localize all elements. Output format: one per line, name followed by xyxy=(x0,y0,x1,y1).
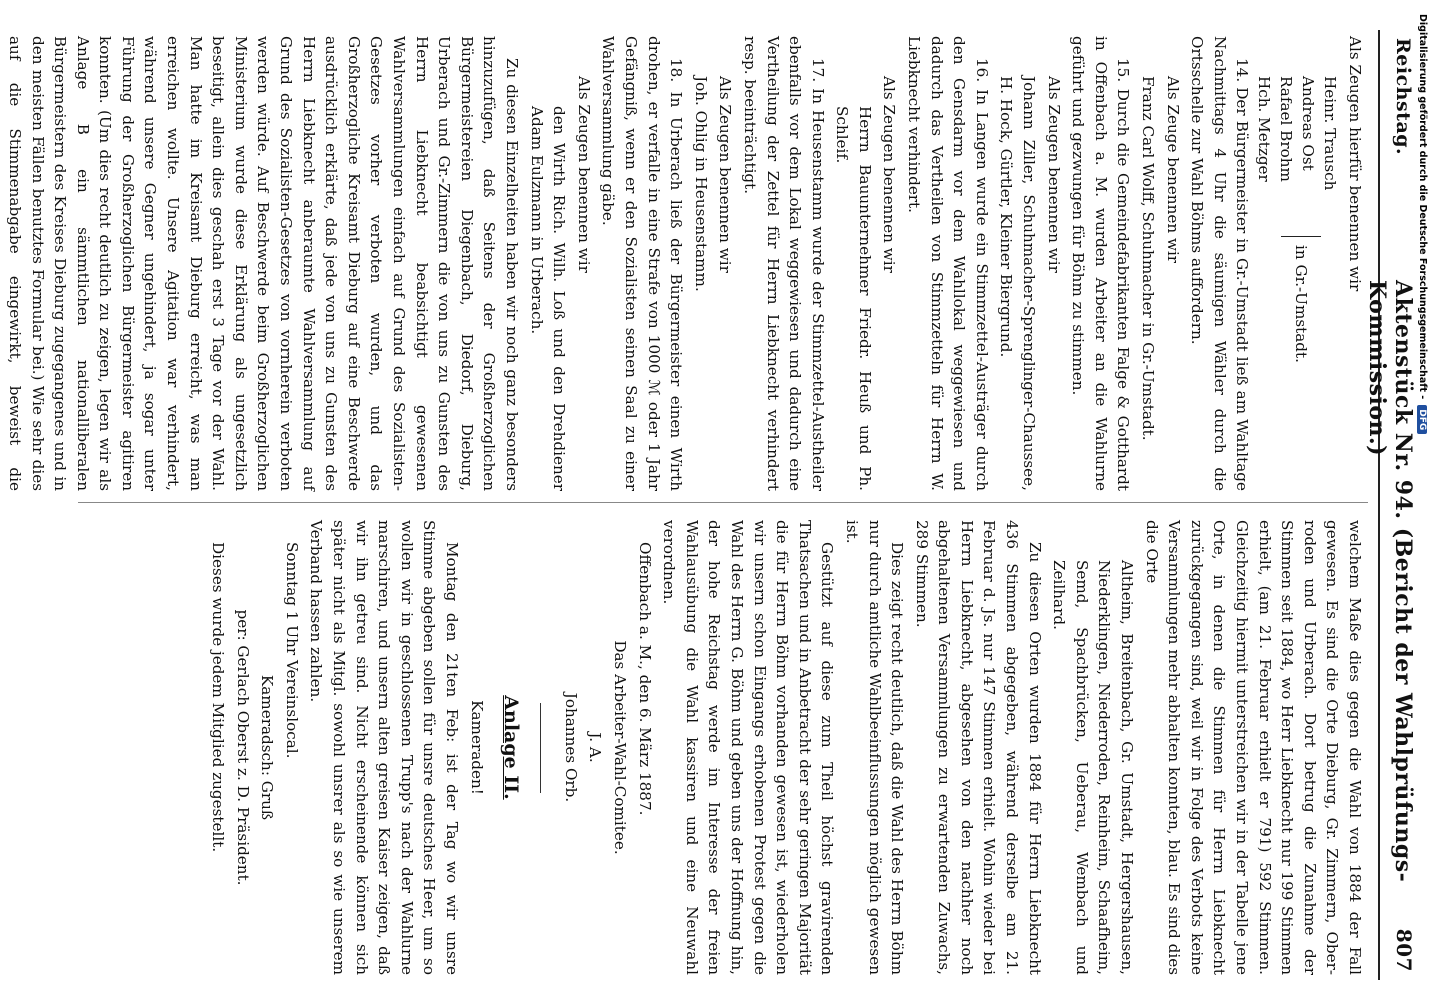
paragraph: 18. In Urberach ließ der Bürgermeister einen Wirth drohen, er verfalle in eine Strafe von 1000 ℳ oder 1 Jahr Gefängniß, wenn er den Sozialisten seinen Saal zu einer Wahlversammlung gäbe. xyxy=(599,36,686,491)
paragraph: Montag den 21ten Feb: ist der Tag wo wir unsre Stimme abgeben sollen für unsre deutsches Heer, um so wollen wir in geschlossenen Trupp's nach der Wahlurne marschiren, und unsern alten greisen Kaiser zeigen, daß wir ihn getreu sind. Nicht erscheinende können sich später nicht als Mitgl. sowohl unsrer als so wie unserem Verband hassen zahlen. xyxy=(307,520,462,975)
paragraph: Als Zeugen hierfür benennen wir xyxy=(1346,36,1364,292)
left-column xyxy=(0,36,1366,491)
paragraph: Als Zeugen benennen wir xyxy=(1044,76,1063,273)
paragraph: Zu diesen Einzelheiten haben wir noch ganz besonders hinzuzufügen, daß Seitens der Großherzoglichen Bürgermeistereien Diegenbach, Diedorf, Dieburg, Urberach und Gr.-Zimmern die von uns zu Gunsten des Herrn Liebknecht beabsichtigt gewesenen Wahlversammlungen einfach auf Grund des Sozialisten-Gesetzes vorher verboten wurden, und das Großherzogliche Kreisamt Dieburg auf eine Beschwerde ausdrücklich erklärte, daß jede von uns zu Gunsten des Herrn Liebknecht anberaumte Wahlversammlung auf Grund des Sozialisten-Gesetzes von vornherein verboten werden würde. Auf Beschwerde beim Großherzoglichen Ministerium wurde diese Erklärung als ungesetzlich beseitigt, allein dies geschah erst 3 Tage vor der Wahl. Man hatte im Kreisamt Dieburg erreicht, was man erreichen wollte. Unsere Agitation war verhindert, während unsere Gegner ungehindert, ja sogar unter Führung der Großherzoglichen Bürgermeister agitiren konnten. (Um dies recht deutlich zu zeigen, legen wir als Anlage B ein sämmtlichen nationalliberalen Bürgermeistern des Kreises Dieburg zugegangenes und in den meisten Fällen benutztes Formular bei.) Wie sehr dies auf die Stimmenabgabe eingewirkt, beweist die xyxy=(5,36,521,491)
header-publication: Reichstag. xyxy=(1392,38,1414,156)
paragraph: 15. Durch die Gemeindefabrikanten Falge & Gotthardt in Offenbach a. M. wurden Arbeiter an die Wahlurne geführt und gezwungen für Böhm zu stimmen. xyxy=(1069,36,1133,491)
paragraph: Gestützt auf diese zum Theil höchst gravirenden Thatsachen und in Anbetracht der sehr geringen Majorität die für Herrn Böhm vorhanden gewesen ist, wiederholen wir unsern schon Eingangs erhobenen Protest gegen die Wahl des Herrn G. Böhm und geben uns der Hoffnung hin, der hohe Reichstag werde im Interesse der freien Wahlausübung die Wahl kassiren und eine Neuwahl verordnen. xyxy=(660,520,837,975)
place-list: Altheim, Breitenbach, Gr. Umstadt, Hergershausen, Niederklingen, Niederroden, Reinheim, Schaafheim, Semd, Spachbrücken, Ueberau, Wembach und Zeilhard. xyxy=(1050,560,1137,975)
salutation: Kameraden! xyxy=(467,700,486,795)
column-divider xyxy=(78,502,1368,503)
footer-note: Dieses wurde jedem Mitglied zugestellt. xyxy=(209,542,228,853)
right-column xyxy=(205,520,1367,975)
witness-list xyxy=(1253,36,1341,491)
paragraph: 14. Der Bürgermeister in Gr.-Umstadt ließ am Wahltage Nachmittags 4 Uhr die säumigen Wähler durch die Ortsschelle zur Wahl Böhms auffordern. xyxy=(1188,36,1252,491)
credit-text: Digitalisierung gefördert durch die Deutsche Forschungsgemeinschaft - xyxy=(1417,14,1428,400)
signature: per: Gerlach Oberst z. D. Präsident. xyxy=(233,609,252,886)
witness-name: Rafael Brohm xyxy=(1277,76,1296,182)
document-page xyxy=(5,30,1428,980)
on-behalf: J. A. xyxy=(586,732,605,763)
paragraph: Als Zeugen benennen wir xyxy=(716,76,735,273)
paragraph: Johann Ziller, Schuhmacher-Sprenglinger-Chaussee, H. Hock, Gürtler, Kleiner Biergrund. xyxy=(997,76,1039,491)
page-number: 807 xyxy=(1392,928,1416,972)
paragraph: Dies zeigt recht deutlich, daß die Wahl des Herrn Böhm nur durch amtliche Wahlbeeinflussungen möglich gewesen ist. xyxy=(842,520,907,975)
dfg-logo: DFG xyxy=(1417,405,1427,434)
digitization-credit xyxy=(1408,14,1430,994)
appendix-heading: Anlage II. xyxy=(500,695,523,800)
paragraph: Als Zeuge benennen wir xyxy=(1163,76,1182,264)
paragraph: Zu diesen Orten wurden 1884 für Herrn Liebknecht 436 Stimmen abgegeben, während derselbe am 21. Februar d. Js. nur 147 Stimmen erhielt. Wohin wieder bei Herrn Liebknecht, abgesehen von den nachher noch abgehaltenen Versammlungen zu erwartenden Zuwachs, 289 Stimmen. xyxy=(912,520,1044,975)
paragraph: 16. In Langen wurde ein Stimmzettel-Austräger durch den Gensdarm vor dem Wahllokal weggewiesen und dadurch das Vertheilen von Stimmzetteln für Herrn W. Liebknecht verhindert. xyxy=(905,36,991,491)
paragraph: Als Zeugen benennen wir xyxy=(574,76,593,273)
paragraph: 17. In Heusenstamm wurde der Stimmzettel-Austheiler ebenfalls vor dem Lokal weggewiesen und dadurch eine Vertheilung der Zettel für Herrn Liebknecht verhindert resp. beeinträchtigt. xyxy=(740,36,827,491)
section-rule xyxy=(540,703,541,793)
paragraph: Joh. Ohlig in Heusenstamm. xyxy=(691,76,710,292)
greeting: Kameradsch: Gruß xyxy=(258,674,277,821)
paragraph: Als Zeugen benennen wir xyxy=(880,76,899,273)
header-title: Aktenstück Nr. 94. (Bericht der Wahlprüfungs-Kommission.) xyxy=(1364,280,1416,883)
paragraph: Franz Carl Wolff, Schuhmacher in Gr.-Umstadt. xyxy=(1139,76,1158,441)
signature: Johannes Orb. xyxy=(561,692,580,803)
paragraph: welchem Maße dies gegen die Wahl von 1884 der Fall gewesen. Es sind die Orte Dieburg, Gr. Zimmern, Ober-roden und Urberach. Dort betrug die Zunahme der Stimmen seit 1884, wo Herr Liebknecht nur 199 Stimmen erhielt, (am 21. Februar erhielt er 791) 592 Stimmen. Gleichzeitig hiermit unterstreichen wir in der Tabelle jene Orte, in denen die Stimmen für Herrn Liebknecht zurückgegangen sind, weil wir in Folge des Verbots keine Versammlungen mehr abhalten konnten, blau. Es sind dies die Orte xyxy=(1142,520,1364,975)
witness-name: Hch. Metzger xyxy=(1255,76,1274,182)
witness-name: Heinr. Trausch xyxy=(1321,76,1340,191)
dateline: Offenbach a. M., den 6. März 1887. xyxy=(635,542,654,816)
witness-name: Andreas Ost xyxy=(1299,76,1318,171)
witness-place: in Gr.-Umstadt. xyxy=(1281,236,1321,363)
paragraph: Herrn Bauunternehmer Friedr. Heuß und Ph. Schleif. xyxy=(833,106,874,491)
committee-name: Das Arbeiter-Wahl-Comitee. xyxy=(611,640,629,855)
meeting-note: Sonntag 1 Uhr Vereinslocal. xyxy=(282,542,301,759)
paragraph: den Wirth Rich. Wilh. Loß und den Drehdiener Adam Eulzmann in Urberach. xyxy=(527,106,569,491)
